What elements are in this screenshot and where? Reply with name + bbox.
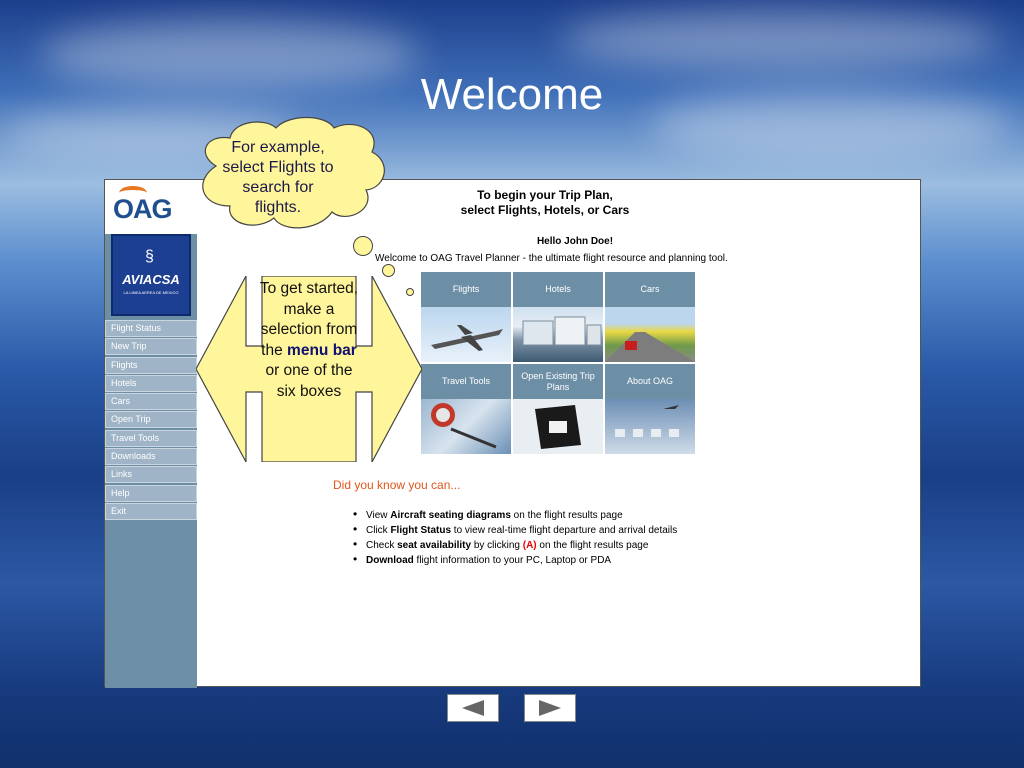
- menu-item-travel-tools[interactable]: Travel Tools: [105, 430, 197, 447]
- oag-logo-text: OAG: [113, 194, 172, 224]
- thought-bubble: [353, 236, 373, 256]
- did-you-know-heading: Did you know you can...: [333, 478, 461, 492]
- tile-label: Cars: [605, 272, 695, 307]
- list-item: • View Aircraft seating diagrams on the flight results page: [353, 508, 677, 523]
- car-photo-icon: [605, 307, 695, 362]
- double-arrow-callout-text: To get started, make a selection from the menu bar or one of the six boxes: [259, 280, 359, 400]
- airline-name: AVIACSA: [122, 272, 180, 287]
- header-line-1: To begin your Trip Plan,: [477, 188, 613, 202]
- tile-hotels[interactable]: [513, 272, 603, 362]
- greeting: Hello John Doe!: [536, 236, 614, 247]
- background-cloud: [560, 10, 1000, 70]
- oag-logo: [105, 180, 197, 234]
- menu-item-links[interactable]: Links: [105, 466, 197, 483]
- airline-tagline: LA LINEA AEREA DE MEXICO: [123, 290, 179, 295]
- menu-item-cars[interactable]: Cars: [105, 393, 197, 410]
- airline-logo: [111, 234, 191, 316]
- trip-plan-header: [355, 188, 735, 218]
- menu-item-open-trip[interactable]: Open Trip: [105, 411, 197, 428]
- airline-emblem-icon: §: [145, 248, 154, 265]
- tile-about-oag[interactable]: [605, 364, 695, 454]
- sidebar: [105, 234, 197, 688]
- tile-label: Hotels: [513, 272, 603, 307]
- right-triangle-icon: [535, 699, 565, 717]
- left-triangle-icon: [458, 699, 488, 717]
- tile-label: Flights: [421, 272, 511, 307]
- tips-list: [353, 508, 677, 568]
- wallet-photo-icon: [513, 399, 603, 454]
- header-line-2: select Flights, Hotels, or Cars: [460, 203, 630, 217]
- list-item: • Click Flight Status to view real-time flight departure and arrival details: [353, 523, 677, 538]
- tile-label: About OAG: [605, 364, 695, 399]
- airplane-photo-icon: [421, 307, 511, 362]
- compass-map-photo-icon: [421, 399, 511, 454]
- hotel-photo-icon: [513, 307, 603, 362]
- tile-label: Open Existing Trip Plans: [513, 364, 603, 399]
- menu-item-help[interactable]: Help: [105, 485, 197, 502]
- menu-item-flight-status[interactable]: Flight Status: [105, 320, 197, 337]
- menu-item-new-trip[interactable]: New Trip: [105, 338, 197, 355]
- next-slide-button[interactable]: [524, 694, 576, 722]
- tile-open-trip-plans[interactable]: [513, 364, 603, 454]
- menu-item-hotels[interactable]: Hotels: [105, 375, 197, 392]
- menu-item-downloads[interactable]: Downloads: [105, 448, 197, 465]
- tile-cars[interactable]: [605, 272, 695, 362]
- cloud-callout-text: For example, select Flights to search for flights.: [222, 139, 334, 216]
- slide-title: Welcome: [420, 70, 604, 119]
- list-item: • Check seat availability by clicking (A) on the flight results page: [353, 538, 677, 553]
- menu-item-flights[interactable]: Flights: [105, 357, 197, 374]
- tile-label: Travel Tools: [421, 364, 511, 399]
- flags-photo-icon: [605, 399, 695, 454]
- tile-travel-tools[interactable]: [421, 364, 511, 454]
- previous-slide-button[interactable]: [447, 694, 499, 722]
- tile-flights[interactable]: [421, 272, 511, 362]
- menu-bar: [105, 320, 197, 521]
- menu-item-exit[interactable]: Exit: [105, 503, 197, 520]
- welcome-message: Welcome to OAG Travel Planner - the ultimate flight resource and planning tool.: [375, 253, 728, 264]
- list-item: • Download flight information to your PC, Laptop or PDA: [353, 553, 677, 568]
